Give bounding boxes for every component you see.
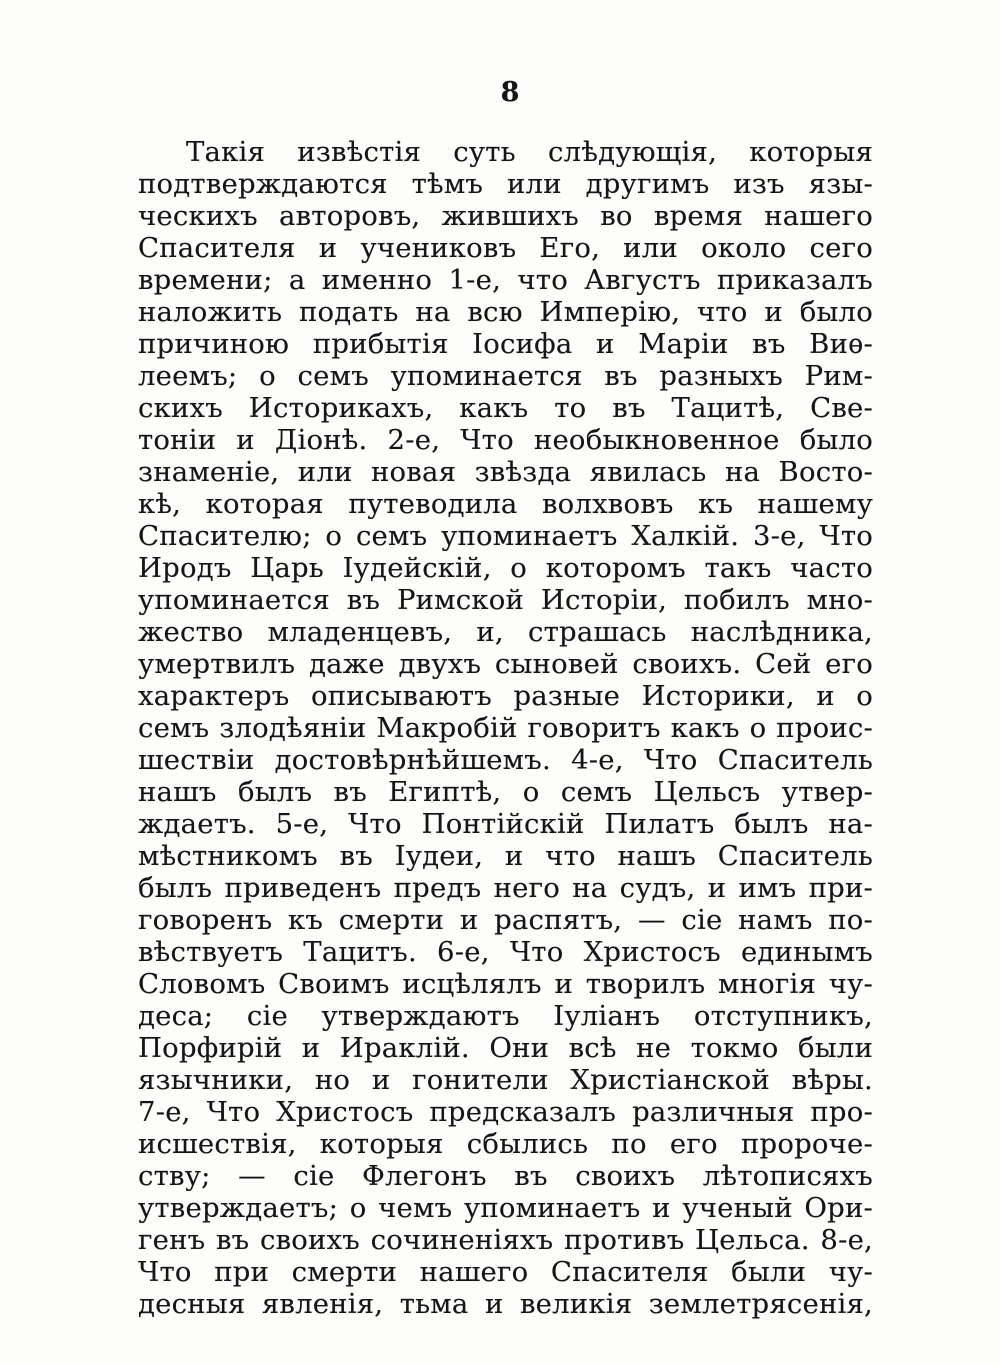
text-line: былъ приведенъ предъ него на судъ, и имъ при- (138, 872, 873, 904)
text-line: ждаетъ. 5-е, Что Понтійскій Пилатъ былъ на- (138, 808, 873, 840)
text-line: утверждаетъ; о чемъ упоминаетъ и ученый Ори- (138, 1192, 873, 1224)
page-number: 8 (500, 77, 520, 108)
text-line: Что при смерти нашего Спасителя были чу- (138, 1256, 873, 1288)
text-line: Такія извѣстія суть слѣдующія, которыя (186, 136, 873, 168)
text-line: умертвилъ даже двухъ сыновей своихъ. Сей его (138, 648, 873, 680)
text-line: нашъ былъ въ Египтѣ, о семъ Цельсъ утвер- (138, 776, 873, 808)
text-line: наложить подать на всю Имперію, что и было (138, 296, 873, 328)
text-line: Порфирій и Ираклій. Они всѣ не токмо были (138, 1032, 873, 1064)
text-line: жество младенцевъ, и, страшась наслѣдника, (138, 616, 873, 648)
text-line: мѣстникомъ въ Іудеи, и что нашъ Спаситель (138, 840, 873, 872)
text-line: ству; — сіе Флегонъ въ своихъ лѣтописяхъ (138, 1160, 873, 1192)
text-line: кѣ, которая путеводила волхвовъ къ нашему (138, 488, 873, 520)
text-line: характеръ описываютъ разные Историки, и о (138, 680, 873, 712)
text-line: тоніи и Діонѣ. 2-е, Что необыкновенное было (138, 424, 873, 456)
text-line: десныя явленія, тьма и великія землетрясенія, (138, 1288, 873, 1320)
text-line: деса; сіе утверждаютъ Іуліанъ отступникъ, (138, 1000, 873, 1032)
text-line: Иродъ Царь Іудейскій, о которомъ такъ часто (138, 552, 873, 584)
text-line: леемъ; о семъ упоминается въ разныхъ Рим- (138, 360, 873, 392)
text-line: говоренъ къ смерти и распятъ, — сіе намъ по- (138, 904, 873, 936)
text-line: подтверждаются тѣмъ или другимъ изъ язы- (138, 168, 873, 200)
text-line: ческихъ авторовъ, жившихъ во время нашего (138, 200, 873, 232)
body-text (138, 136, 873, 1320)
text-line: шествіи достовѣрнѣйшемъ. 4-е, Что Спаситель (138, 744, 873, 776)
text-line: причиною прибытія Іосифа и Маріи въ Виѳ- (138, 328, 873, 360)
text-line: скихъ Историкахъ, какъ то въ Тацитѣ, Све- (138, 392, 873, 424)
text-line: знаменіе, или новая звѣзда явилась на Восто- (138, 456, 873, 488)
text-line: 7-е, Что Христосъ предсказалъ различныя про- (138, 1096, 873, 1128)
text-line: Словомъ Своимъ исцѣлялъ и творилъ многія чу- (138, 968, 873, 1000)
text-line: семъ злодѣяніи Макробій говоритъ какъ о проис- (138, 712, 873, 744)
text-line: упоминается въ Римской Исторіи, побилъ мно- (138, 584, 873, 616)
text-line: язычники, но и гонители Христіанской вѣры. (138, 1064, 873, 1096)
text-line: Спасителю; о семъ упоминаетъ Халкій. 3-е, Что (138, 520, 873, 552)
text-line: времени; а именно 1-е, что Августъ приказалъ (138, 264, 873, 296)
text-line: вѣствуетъ Тацитъ. 6-е, Что Христосъ единымъ (138, 936, 873, 968)
text-line: Спасителя и учениковъ Его, или около сего (138, 232, 873, 264)
text-line: генъ въ своихъ сочиненіяхъ противъ Цельса. 8-е, (138, 1224, 873, 1256)
text-line: исшествія, которыя сбылись по его пророче- (138, 1128, 873, 1160)
